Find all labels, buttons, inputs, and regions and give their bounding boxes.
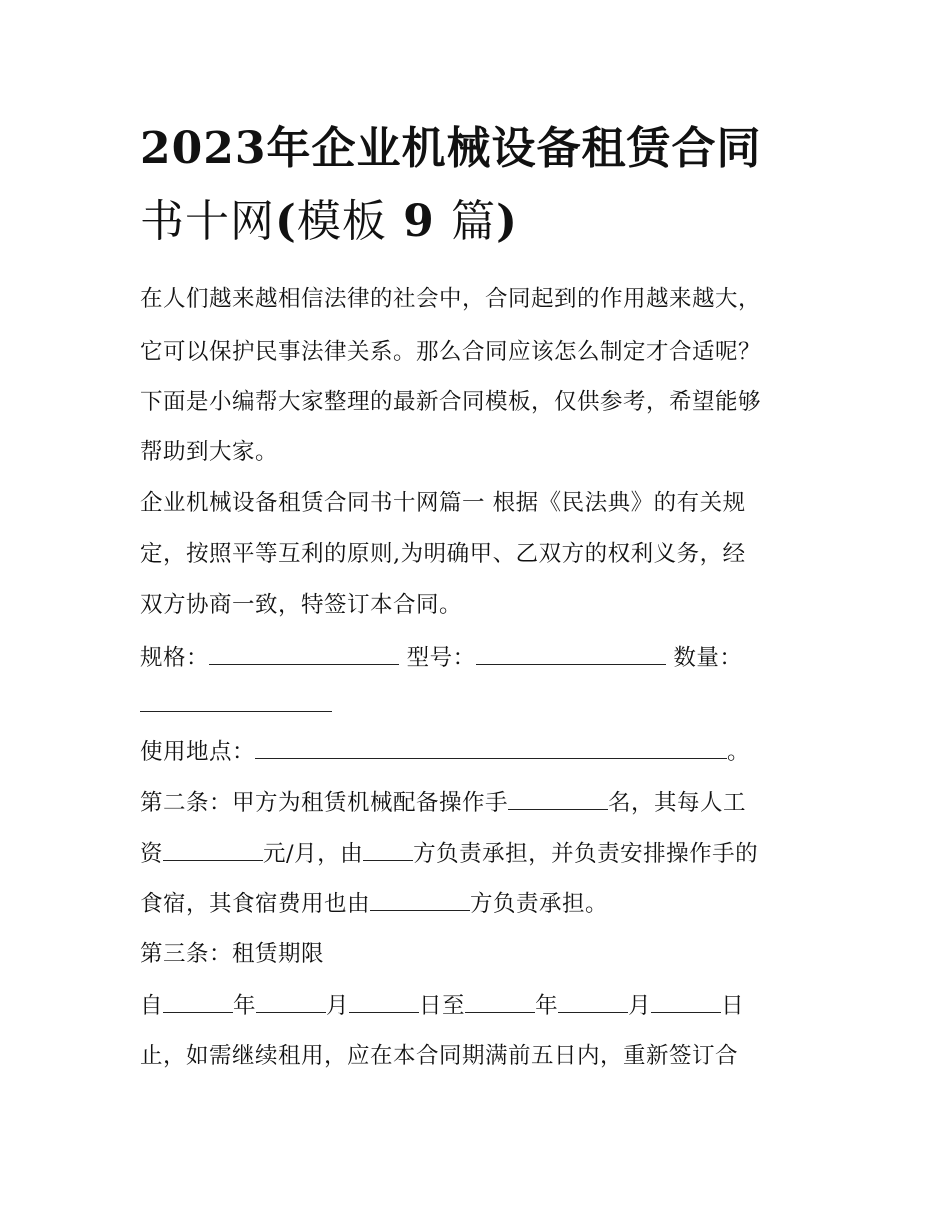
start-year-blank[interactable] xyxy=(163,990,233,1013)
date-text-month: 月 xyxy=(326,993,350,1019)
quantity-blank[interactable] xyxy=(140,689,332,712)
wage-blank[interactable] xyxy=(163,838,263,861)
intro-line-4: 帮助到大家。 xyxy=(140,439,279,465)
location-end: 。 xyxy=(727,739,751,765)
title-paren-close: ) xyxy=(496,196,518,247)
p1-line-2: 定，按照平等互利的原则,为明确甲、乙双方的权利义务，经 xyxy=(140,541,746,567)
start-month-blank[interactable] xyxy=(256,990,326,1013)
spec-line xyxy=(140,642,742,673)
quantity-line xyxy=(140,689,332,720)
date-text-month-2: 月 xyxy=(628,993,652,1019)
wage-party-blank[interactable] xyxy=(363,838,413,861)
date-text-year: 年 xyxy=(233,993,257,1019)
title-chapter-word: 篇 xyxy=(451,196,497,247)
art2-text-2: 名，其每人工 xyxy=(608,790,747,816)
document-title xyxy=(140,112,830,258)
spec-label: 规格： xyxy=(140,645,210,671)
lodging-party-blank[interactable] xyxy=(370,888,470,911)
date-text-day-2: 日 xyxy=(721,993,745,1019)
location-line xyxy=(140,736,750,767)
title-count: 9 xyxy=(386,196,452,247)
art3-last-line: 止，如需继续租用，应在本合同期满前五日内，重新签订合 xyxy=(140,1043,739,1069)
art2-text-6: 食宿，其食宿费用也由 xyxy=(140,891,371,917)
date-text-year-2: 年 xyxy=(535,993,559,1019)
model-blank[interactable] xyxy=(476,642,666,665)
art2-text-3: 资 xyxy=(140,841,164,867)
intro-line-1: 在人们越来越相信法律的社会中，合同起到的作用越来越大， xyxy=(140,286,762,312)
end-day-blank[interactable] xyxy=(651,990,721,1013)
location-label: 使用地点： xyxy=(140,739,256,765)
title-paren-open: ( xyxy=(275,196,297,247)
art2-line-3 xyxy=(140,888,608,919)
title-line-2-text: 书十网 xyxy=(140,196,275,247)
art2-text-4: 元/月，由 xyxy=(263,841,364,867)
end-year-blank[interactable] xyxy=(465,990,535,1013)
operator-count-blank[interactable] xyxy=(508,787,608,810)
art2-text-1: 第二条：甲方为租赁机械配备操作手 xyxy=(140,790,509,816)
date-text-from: 自 xyxy=(140,993,164,1019)
location-blank[interactable] xyxy=(255,736,727,759)
title-template-word: 模板 xyxy=(296,196,387,247)
intro-line-2: 它可以保护民事法律关系。那么合同应该怎么制定才合适呢？ xyxy=(140,339,762,365)
p1-line-3: 双方协商一致，特签订本合同。 xyxy=(140,592,463,618)
art3-heading: 第三条：租赁期限 xyxy=(140,941,325,967)
date-text-to: 日至 xyxy=(419,993,466,1019)
end-month-blank[interactable] xyxy=(558,990,628,1013)
spec-blank[interactable] xyxy=(209,642,399,665)
quantity-label: 数量： xyxy=(673,645,743,671)
art2-text-7: 方负责承担。 xyxy=(470,891,609,917)
art2-text-5: 方负责承担，并负责安排操作手的 xyxy=(413,841,759,867)
start-day-blank[interactable] xyxy=(349,990,419,1013)
art2-line-1 xyxy=(140,787,746,818)
title-line-1: 2023年企业机械设备租赁合同 xyxy=(140,123,762,174)
intro-line-3: 下面是小编帮大家整理的最新合同模板，仅供参考，希望能够 xyxy=(140,389,762,415)
art2-line-2 xyxy=(140,838,758,869)
p1-line-1: 企业机械设备租赁合同书十网篇一 根据《民法典》的有关规 xyxy=(140,490,746,516)
art3-date-line xyxy=(140,990,744,1021)
model-label: 型号： xyxy=(406,645,476,671)
